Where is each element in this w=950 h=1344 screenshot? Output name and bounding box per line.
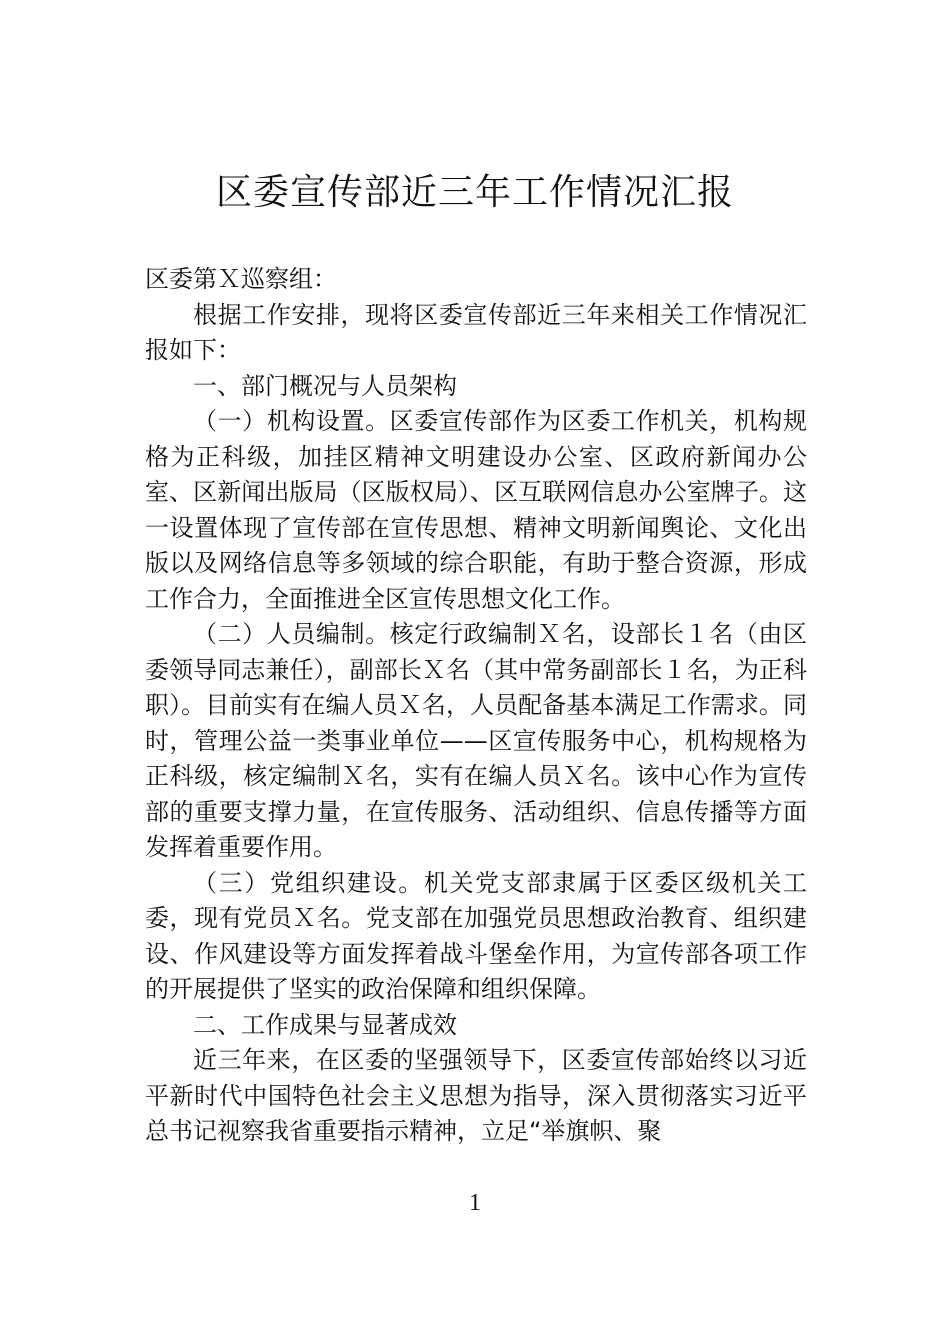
document-title: 区委宣传部近三年工作情况汇报 <box>215 172 734 213</box>
page-number: 1 <box>469 1190 481 1216</box>
section-heading: 一、部门概况与人员架构 <box>193 371 457 400</box>
body-paragraph: （二）人员编制。核定行政编制Ｘ名，设部长１名（由区委领导同志兼任），副部长Ｘ名（其中常务副部长１名，为正科职）。目前实有在编人员Ｘ名，人员配备基本满足工作需求。同时，管理公益一类事业单位——区宣传服务中心，机构规格为正科级，核定编制Ｘ名，实有在编人员Ｘ名。该中心作为宣传部的重要支撑力量，在宣传服务、活动组织、信息传播等方面发挥着重要作用。 <box>145 620 807 861</box>
body-paragraph: （三）党组织建设。机关党支部隶属于区委区级机关工委，现有党员Ｘ名。党支部在加强党员思想政治教育、组织建设、作风建设等方面发挥着战斗堡垒作用，为宣传部各项工作的开展提供了坚实的政治保障和组织保障。 <box>145 868 807 1003</box>
intro-paragraph: 根据工作安排，现将区委宣传部近三年来相关工作情况汇报如下： <box>145 300 807 364</box>
body-paragraph: 近三年来，在区委的坚强领导下，区委宣传部始终以习近平新时代中国特色社会主义思想为指导，深入贯彻落实习近平总书记视察我省重要指示精神，立足“举旗帜、聚 <box>145 1046 807 1145</box>
salutation: 区委第Ｘ巡察组： <box>145 265 337 293</box>
document-body <box>145 262 807 1150</box>
body-paragraph: （一）机构设置。区委宣传部作为区委工作机关，机构规格为正科级，加挂区精神文明建设办公室、区政府新闻办公室、区新闻出版局（区版权局）、区互联网信息办公室牌子。这一设置体现了宣传部在宣传思想、精神文明新闻舆论、文化出版以及网络信息等多领域的综合职能，有助于整合资源，形成工作合力，全面推进全区宣传思想文化工作。 <box>145 407 807 613</box>
section-heading: 二、工作成果与显著成效 <box>193 1010 457 1039</box>
